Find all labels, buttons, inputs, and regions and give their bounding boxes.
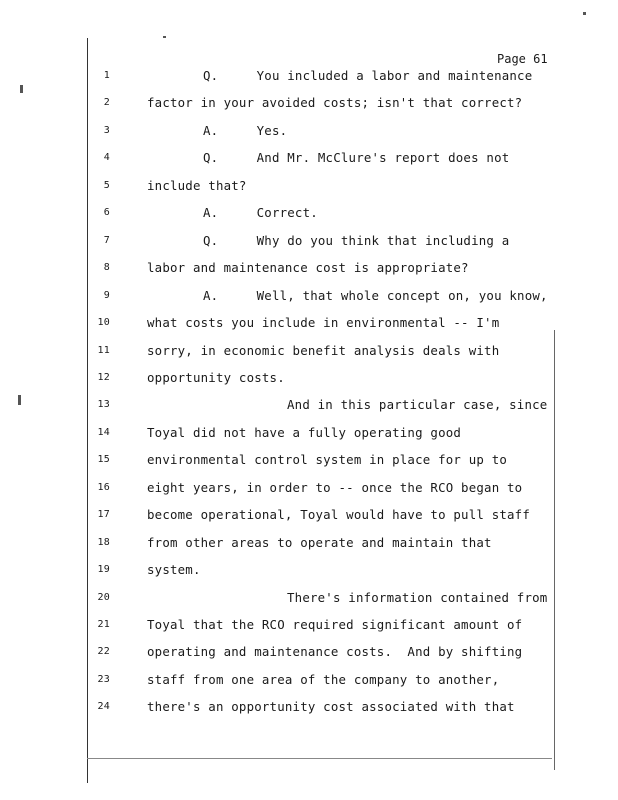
line-text: what costs you include in environmental -- I'm	[147, 315, 500, 331]
transcript-line	[0, 370, 560, 390]
line-text: Q. You included a labor and maintenance	[203, 68, 533, 83]
line-number: 18	[97, 536, 110, 548]
transcript-line	[0, 397, 560, 417]
scan-speck	[20, 85, 23, 93]
transcript-line	[0, 343, 560, 363]
transcript-line	[0, 288, 560, 308]
transcript-line	[0, 562, 560, 582]
transcript-line	[0, 617, 560, 637]
transcript-line	[0, 425, 560, 445]
line-text: Toyal did not have a fully operating good	[147, 424, 462, 440]
line-number: 2	[103, 97, 110, 109]
scan-speck	[18, 395, 21, 405]
line-text: A. Well, that whole concept on, you know,	[203, 287, 548, 303]
line-number: 3	[103, 124, 110, 136]
line-number: 14	[97, 426, 110, 438]
transcript-line	[0, 315, 560, 335]
line-text: Toyal that the RCO required significant amount of	[147, 617, 523, 632]
transcript-line	[0, 178, 560, 198]
line-number: 1	[103, 70, 110, 81]
line-text: opportunity costs.	[147, 369, 285, 385]
bottom-rule	[87, 758, 552, 759]
line-text: operating and maintenance costs. And by shifting	[147, 644, 523, 660]
line-number: 10	[97, 317, 110, 329]
transcript-line	[0, 590, 560, 610]
line-number: 22	[97, 646, 110, 658]
line-text: There's information contained from	[287, 589, 548, 605]
transcript-line	[0, 95, 560, 115]
line-text: Q. And Mr. McClure's report does not	[203, 150, 510, 166]
line-number: 11	[97, 344, 110, 356]
line-number: 9	[103, 289, 110, 301]
line-number: 19	[97, 564, 110, 576]
line-number: 5	[103, 179, 110, 191]
line-text: A. Yes.	[203, 122, 288, 138]
line-number: 7	[103, 234, 110, 246]
line-text: sorry, in economic benefit analysis deals with	[147, 342, 500, 358]
line-text: eight years, in order to -- once the RCO began to	[147, 479, 523, 495]
transcript-line	[0, 535, 560, 555]
line-text: labor and maintenance cost is appropriate?	[147, 260, 469, 276]
transcript-line	[0, 123, 560, 143]
line-text: And in this particular case, since	[287, 397, 548, 413]
line-text: A. Correct.	[203, 205, 318, 221]
page-number: Page 61	[497, 52, 548, 66]
line-text: Q. Why do you think that including a	[203, 232, 510, 248]
transcript-line	[0, 150, 560, 170]
transcript-line	[0, 699, 560, 719]
line-text: include that?	[147, 177, 247, 193]
scan-speck	[583, 12, 586, 15]
line-text: environmental control system in place for up to	[147, 452, 508, 468]
transcript-line	[0, 452, 560, 472]
line-text: become operational, Toyal would have to pull staff	[147, 507, 530, 523]
line-number: 6	[103, 207, 110, 219]
line-number: 15	[97, 454, 110, 466]
line-number: 13	[97, 399, 110, 411]
transcript-line	[0, 68, 560, 88]
line-text: system.	[147, 562, 201, 578]
line-text: staff from one area of the company to another,	[147, 671, 500, 687]
line-number: 12	[97, 371, 110, 383]
transcript-line	[0, 480, 560, 500]
line-text: there's an opportunity cost associated with that	[147, 699, 515, 715]
line-number: 20	[97, 591, 110, 603]
line-number: 21	[97, 619, 110, 630]
line-number: 17	[97, 509, 110, 521]
transcript-line	[0, 233, 560, 253]
line-number: 8	[103, 262, 110, 274]
line-number: 16	[97, 481, 110, 493]
transcript-line	[0, 644, 560, 664]
line-number: 23	[97, 673, 110, 685]
line-text: from other areas to operate and maintain that	[147, 534, 492, 550]
transcript-line	[0, 260, 560, 280]
transcript-line	[0, 205, 560, 225]
line-number: 4	[103, 152, 110, 164]
line-text: factor in your avoided costs; isn't that correct?	[147, 95, 523, 111]
scan-speck	[163, 36, 166, 38]
transcript-line	[0, 507, 560, 527]
line-number: 24	[97, 701, 110, 713]
transcript-line	[0, 672, 560, 692]
